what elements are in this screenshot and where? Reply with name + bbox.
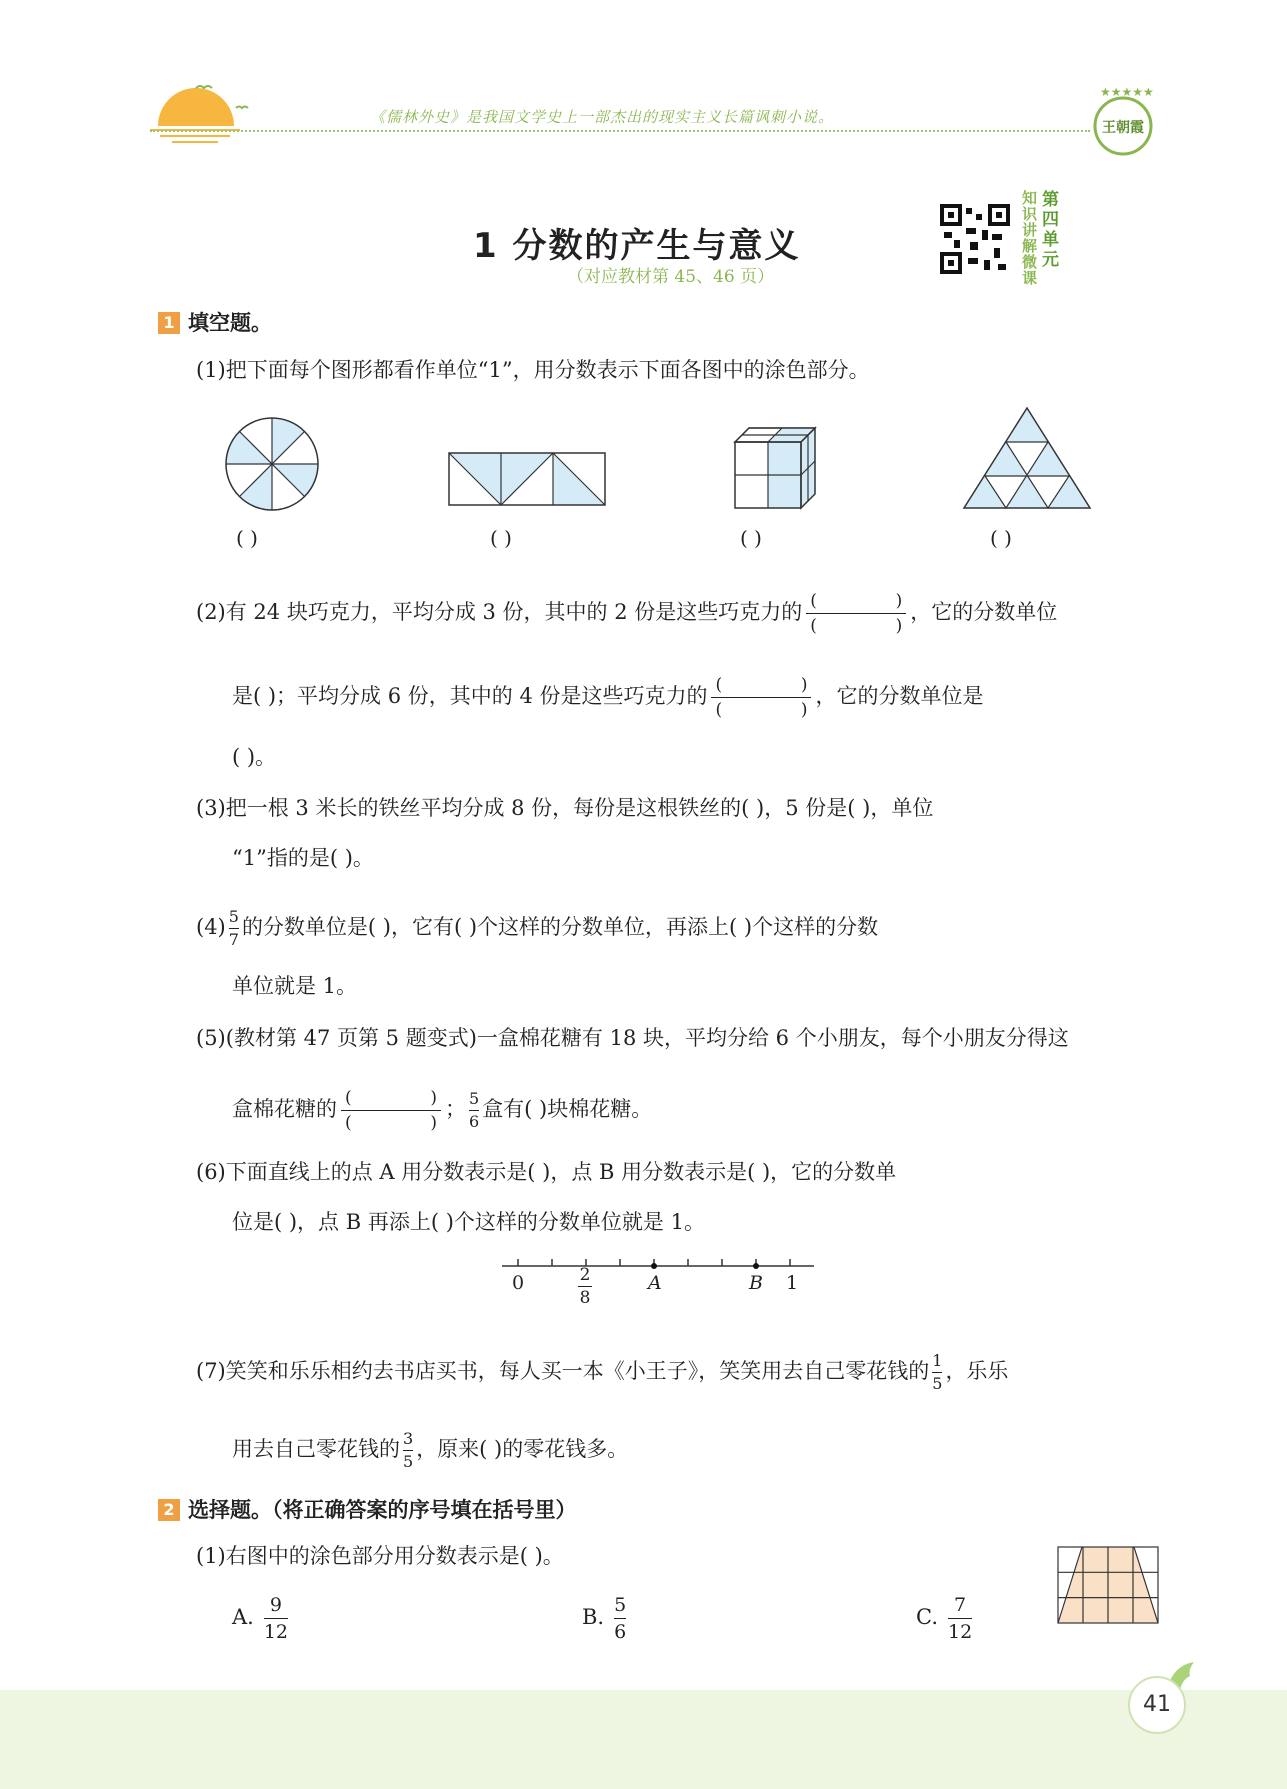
header-quote: 《儒林外史》是我国文学史上一部杰出的现实主义长篇讽刺小说。 [370,108,835,126]
unit-tag-unit: 第四单元 [1042,190,1059,270]
paren-close: ) [430,1113,437,1133]
paren-open: ( [715,700,723,720]
question-1-2-text-b: ，它的分数单位 [910,600,1058,624]
question-1-7-text-d: ，原来( )的零花钱多。 [416,1437,629,1461]
fraction-blank-q5[interactable] [341,1088,441,1133]
question-1-7 [196,1352,1008,1393]
question-1-3-line2: “1”指的是( )。 [232,846,374,870]
question-1-4 [196,908,878,949]
option-b[interactable] [582,1594,629,1643]
paren-close: ) [430,1088,437,1108]
header-divider [150,130,1090,132]
question-1-6-line2: 位是( )，点 B 再添上( )个这样的分数单位就是 1。 [232,1210,705,1234]
answer-blank-fig-3[interactable]: ( ) [740,526,762,550]
fraction-numerator: 9 [269,1594,282,1616]
number-line-label-b: B [749,1272,763,1294]
fraction-numerator: 5 [228,907,239,926]
figure-triangle [962,406,1092,510]
unit-tag-micro-lesson: 知识讲解微课 [1022,189,1038,287]
question-1-2-text-a: (2)有 24 块巧克力，平均分成 3 份，其中的 2 份是这些巧克力的 [196,600,803,624]
question-1-2-text-d: ，它的分数单位是 [815,684,984,708]
paren-open: ( [810,616,817,636]
brand-logo [1088,82,1158,160]
paren-open: ( [715,675,723,695]
number-line-one: 1 [786,1272,799,1294]
paren-close: ) [895,616,903,636]
page-title: 1 分数的产生与意义 [473,226,801,266]
question-1-7-text-c: 用去自己零花钱的 [232,1437,400,1461]
question-1-6: (6)下面直线上的点 A 用分数表示是( )，点 B 用分数表示是( )，它的分数单 [196,1160,897,1184]
paren-close: ) [895,591,903,611]
fraction-3-5 [403,1430,413,1471]
fraction-bar [229,928,239,929]
figure-circle [224,416,320,512]
figure-trapezoid-grid [1056,1545,1160,1625]
qr-code-icon[interactable] [940,204,1010,274]
option-a-fraction [264,1594,288,1643]
page-number: 41 [1128,1676,1186,1734]
fraction-denominator: 7 [228,930,239,949]
paren-open: ( [810,591,817,611]
figure-rectangle-triangles [447,451,607,507]
fraction-numerator: 1 [932,1351,943,1370]
section-1-heading [158,307,272,337]
option-a[interactable] [232,1594,291,1643]
option-letter: B. [582,1605,605,1629]
question-1-4-line2: 单位就是 1。 [232,974,358,998]
question-1-7-text-a: (7)笑笑和乐乐相约去书店买书，每人买一本《小王子》，笑笑用去自己零花钱的 [196,1359,930,1383]
paren-close: ) [800,700,808,720]
paren-open: ( [345,1088,352,1108]
fraction-bar [932,1372,942,1373]
number-line-2-8 [578,1266,592,1307]
fraction-denominator: 12 [263,1621,289,1643]
page-subtitle: （对应教材第 45、46 页） [567,267,775,287]
section-1-number: 1 [158,312,180,334]
question-1-2-text-c: 是( )；平均分成 6 份，其中的 4 份是这些巧克力的 [232,684,708,708]
fraction-denominator: 5 [932,1374,943,1393]
fraction-blank-q2-2[interactable] [711,675,811,720]
fraction-numerator: 3 [403,1429,414,1448]
fraction-bar [469,1110,479,1111]
section-1-label: 填空题。 [188,311,272,335]
fraction-1-5 [932,1352,942,1393]
fraction-bar [578,1286,592,1287]
question-1-3: (3)把一根 3 米长的铁丝平均分成 8 份，每份是这根铁丝的( )，5 份是( )，单位 [196,796,934,820]
answer-blank-fig-1[interactable]: ( ) [236,526,258,550]
footer-background [0,1690,1287,1789]
number-line-label-a: A [648,1272,662,1294]
option-letter: C. [916,1605,938,1629]
fraction-denominator: 8 [579,1288,591,1308]
section-2-heading [158,1494,577,1524]
question-2-1: (1)右图中的涂色部分用分数表示是( )。 [196,1544,564,1568]
svg-text:★★★★★: ★★★★★ [1100,85,1154,99]
fraction-bar [711,697,811,698]
answer-blank-fig-2[interactable]: ( ) [490,526,512,550]
question-1-1: (1)把下面每个图形都看作单位“1”，用分数表示下面各图中的涂色部分。 [196,358,870,382]
figure-cube [733,426,819,512]
question-1-5-text-b: 盒棉花糖的 [232,1097,337,1121]
question-1-2-line2 [232,675,983,720]
fraction-numerator: 2 [579,1265,591,1285]
fraction-numerator: 5 [614,1594,627,1616]
question-1-7-line2 [232,1430,628,1471]
fraction-bar [403,1450,413,1451]
point-b [753,1263,759,1269]
fraction-5-6 [469,1090,479,1131]
option-letter: A. [232,1605,254,1629]
question-1-2-text-e: ( )。 [232,745,277,769]
question-1-5-text-d: 盒有( )块棉花糖。 [482,1097,653,1121]
fraction-bar [948,1618,972,1619]
point-a [651,1263,657,1269]
number-line-zero: 0 [512,1272,525,1294]
fraction-denominator: 6 [469,1112,480,1131]
question-1-5-text-c: ； [445,1097,466,1121]
question-1-4-prefix: (4) [196,915,226,939]
paren-open: ( [345,1113,352,1133]
fraction-denominator: 6 [614,1621,627,1643]
fraction-blank-q2-1[interactable] [806,591,906,636]
question-1-4-text-a: 的分数单位是( )，它有( )个这样的分数单位，再添上( )个这样的分数 [241,915,879,939]
fraction-denominator: 5 [403,1452,414,1471]
answer-blank-fig-4[interactable]: ( ) [990,526,1012,550]
question-1-7-text-b: ，乐乐 [945,1359,1009,1383]
paren-close: ) [800,675,808,695]
fraction-denominator: 12 [948,1621,973,1643]
fraction-numerator: 5 [469,1089,480,1108]
fraction-bar [806,613,906,614]
unit-tag [1022,190,1064,286]
question-1-5: (5)(教材第 47 页第 5 题变式)一盒棉花糖有 18 块，平均分给 6 个小朋友，每个小朋友分得这 [196,1026,1069,1050]
option-c[interactable] [916,1594,975,1643]
fraction-5-7 [229,908,239,949]
question-1-5-line2 [232,1088,652,1133]
section-2-label: 选择题。（将正确答案的序号填在括号里） [188,1498,577,1522]
option-c-fraction [948,1594,972,1643]
question-1-2 [196,591,1057,636]
fraction-numerator: 7 [954,1594,967,1616]
fraction-bar [341,1110,441,1111]
fraction-bar [614,1618,626,1619]
fraction-bar [264,1618,288,1619]
section-2-number: 2 [158,1499,180,1521]
sunset-decoration [150,78,260,150]
option-b-fraction [614,1594,626,1643]
svg-text:王朝霞: 王朝霞 [1102,120,1144,136]
